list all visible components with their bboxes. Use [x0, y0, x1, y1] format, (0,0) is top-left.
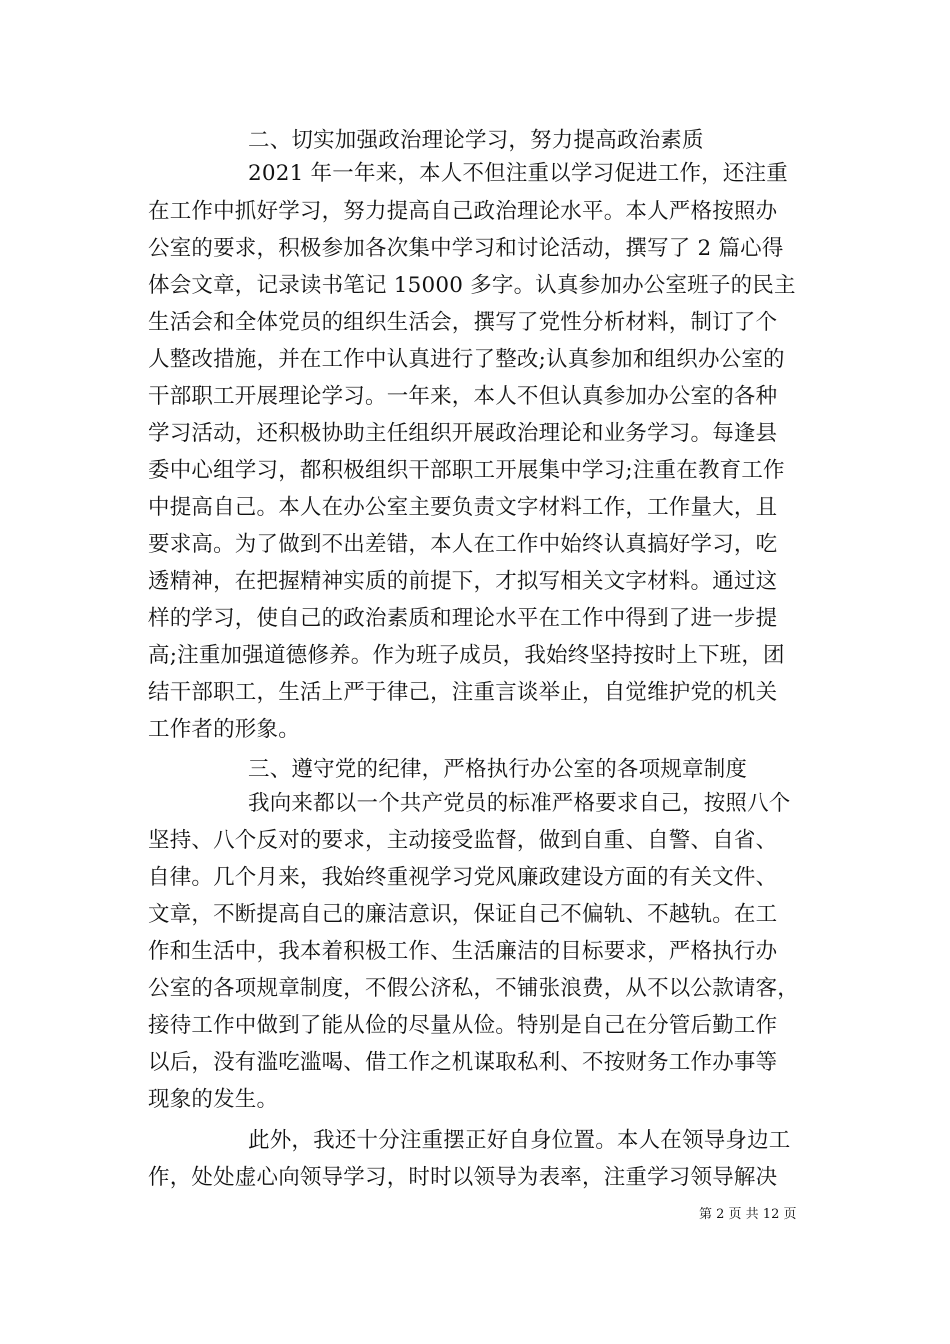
paragraph-line: 作和生活中，我本着积极工作、生活廉洁的目标要求，严格执行办: [148, 939, 778, 964]
paragraph-line: 现象的发生。: [148, 1087, 279, 1112]
paragraph-line: 2021 年一年来，本人不但注重以学习促进工作，还注重: [248, 161, 788, 186]
section-two-heading: 二、切实加强政治理论学习，努力提高政治素质: [248, 128, 704, 153]
paragraph-line: 中提高自己。本人在办公室主要负责文字材料工作，工作量大，且: [148, 495, 778, 520]
paragraph-line: 文章，不断提高自己的廉洁意识，保证自己不偏轨、不越轨。在工: [148, 902, 778, 927]
paragraph-line: 人整改措施，并在工作中认真进行了整改;认真参加和组织办公室的: [148, 347, 785, 372]
paragraph-line: 干部职工开展理论学习。一年来，本人不但认真参加办公室的各种: [148, 384, 778, 409]
paragraph-line: 透精神，在把握精神实质的前提下，才拟写相关文字材料。通过这: [148, 569, 778, 594]
section-three-heading: 三、遵守党的纪律，严格执行办公室的各项规章制度: [248, 757, 748, 782]
paragraph-line: 公室的各项规章制度，不假公济私，不铺张浪费，从不以公款请客，: [148, 976, 800, 1001]
paragraph-line: 坚持、八个反对的要求，主动接受监督，做到自重、自警、自省、: [148, 828, 778, 853]
page-number-footer: 第 2 页 共 12 页: [699, 1207, 797, 1222]
paragraph-line: 作，处处虚心向领导学习，时时以领导为表率，注重学习领导解决: [148, 1165, 778, 1190]
paragraph-line: 样的学习，使自己的政治素质和理论水平在工作中得到了进一步提: [148, 606, 778, 631]
paragraph-line: 结干部职工，生活上严于律己，注重言谈举止，自觉维护党的机关: [148, 680, 778, 705]
paragraph-line: 自律。几个月来，我始终重视学习党风廉政建设方面的有关文件、: [148, 865, 778, 890]
paragraph-line: 公室的要求，积极参加各次集中学习和讨论活动，撰写了 2 篇心得: [148, 236, 784, 261]
paragraph-line: 体会文章，记录读书笔记 15000 多字。认真参加办公室班子的民主: [148, 273, 796, 298]
paragraph-line: 我向来都以一个共产党员的标准严格要求自己，按照八个: [248, 791, 791, 816]
paragraph-line: 接待工作中做到了能从俭的尽量从俭。特别是自己在分管后勤工作: [148, 1013, 778, 1038]
paragraph-line: 委中心组学习，都积极组织干部职工开展集中学习;注重在教育工作: [148, 458, 785, 483]
paragraph-line: 此外，我还十分注重摆正好自身位置。本人在领导身边工: [248, 1128, 791, 1153]
paragraph-line: 生活会和全体党员的组织生活会，撰写了党性分析材料，制订了个: [148, 310, 778, 335]
paragraph-line: 要求高。为了做到不出差错，本人在工作中始终认真搞好学习，吃: [148, 532, 778, 557]
paragraph-line: 以后，没有滥吃滥喝、借工作之机谋取私利、不按财务工作办事等: [148, 1050, 778, 1075]
paragraph-line: 学习活动，还积极协助主任组织开展政治理论和业务学习。每逢县: [148, 421, 778, 446]
paragraph-line: 工作者的形象。: [148, 717, 300, 742]
paragraph-line: 高;注重加强道德修养。作为班子成员，我始终坚持按时上下班，团: [148, 643, 785, 668]
paragraph-line: 在工作中抓好学习，努力提高自己政治理论水平。本人严格按照办: [148, 199, 778, 224]
